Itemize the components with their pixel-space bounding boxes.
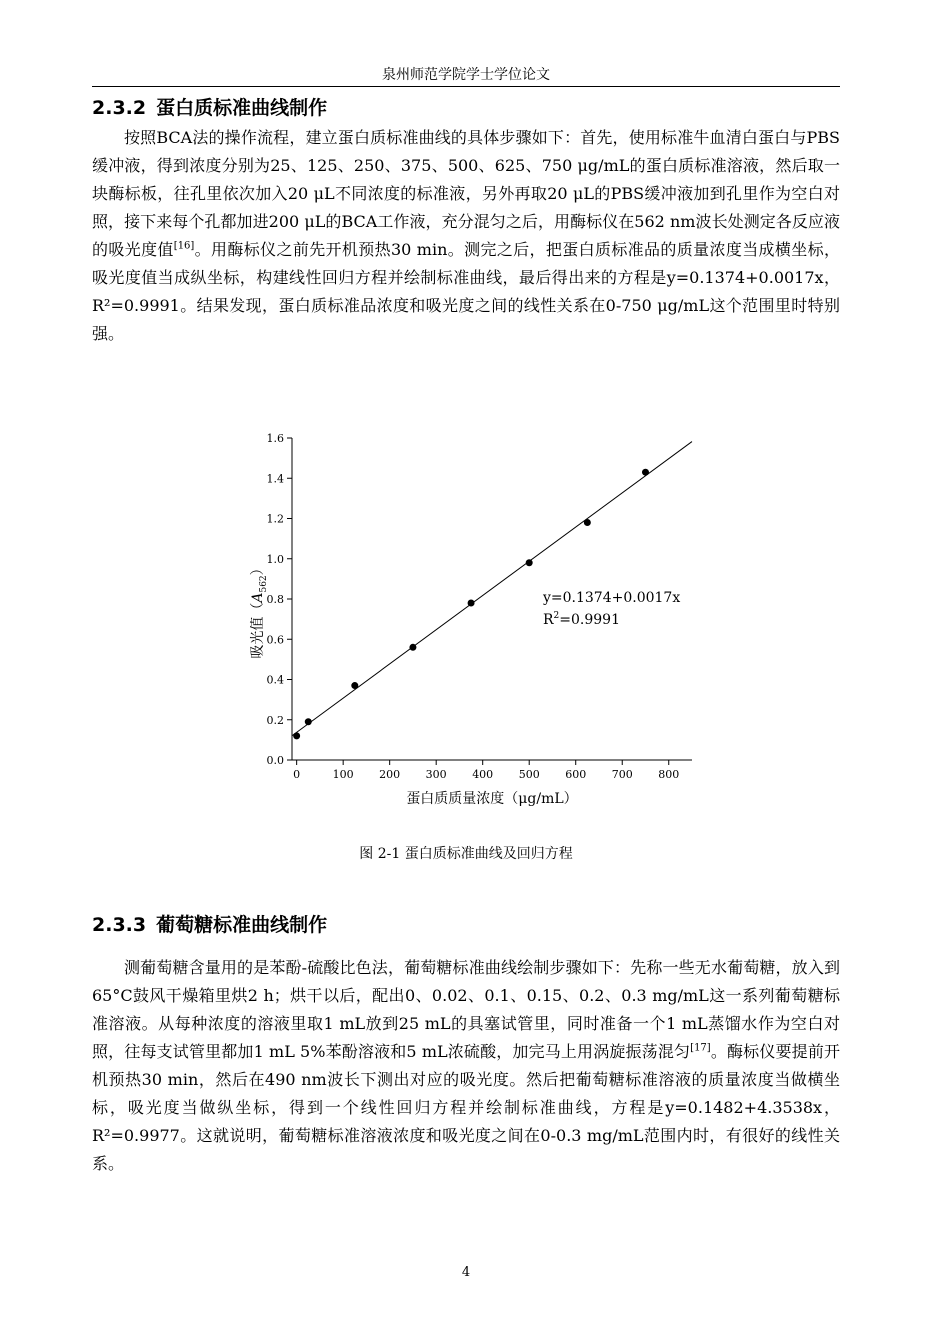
x-tick-label: 0 xyxy=(293,768,301,781)
x-tick-label: 800 xyxy=(658,768,680,781)
section-number: 2.3.2 xyxy=(92,97,147,119)
y-tick-label: 1.0 xyxy=(266,552,284,566)
section-heading-2-3-3 xyxy=(92,910,327,937)
figure-caption: 图 2-1 蛋白质标准曲线及回归方程 xyxy=(359,846,573,862)
x-tick-label: 700 xyxy=(611,768,633,781)
paragraph-glucose-method xyxy=(92,954,840,1178)
header-rule xyxy=(92,86,840,87)
regression-equation: y=0.1374+0.0017x xyxy=(543,590,681,606)
x-tick-label: 300 xyxy=(425,768,447,781)
y-tick-label: 0.4 xyxy=(266,673,284,687)
y-tick-label: 0.8 xyxy=(266,593,284,606)
data-point xyxy=(351,682,358,689)
data-point xyxy=(305,718,312,725)
x-tick-label: 200 xyxy=(379,768,401,781)
data-point xyxy=(584,519,591,526)
x-tick-label: 600 xyxy=(565,768,587,781)
y-tick-label: 1.6 xyxy=(266,432,284,445)
chart-axes xyxy=(267,432,693,781)
page-number: 4 xyxy=(461,1265,471,1280)
y-tick-label: 1.2 xyxy=(266,512,284,526)
paragraph-text: 。用酶标仪之前先开机预热30 min。测完之后，把蛋白质标准品的质量浓度当成横坐标，吸光度值当成纵坐标，构建线性回归方程并绘制标准曲线，最后得出来的方程是y=0.1374+0.0017x，R²=0.9991。结果发现，蛋白质标准品浓度和吸光度之间的线性关系在0-750 μg/mL这个范围里时特别强。 xyxy=(92,240,840,343)
regression-line xyxy=(292,442,692,736)
section-heading-2-3-2 xyxy=(92,93,327,120)
x-axis-label: 蛋白质质量浓度（μg/mL） xyxy=(406,791,578,807)
data-point xyxy=(468,600,475,607)
x-tick-label: 500 xyxy=(518,768,540,781)
citation-ref: [16] xyxy=(173,240,195,252)
data-point xyxy=(642,469,649,476)
data-point xyxy=(293,732,300,739)
r-squared-label: $R^2=0.9991$ xyxy=(543,611,620,628)
y-tick-label: 0.2 xyxy=(266,713,284,727)
y-tick-label: 0.0 xyxy=(266,754,284,767)
paragraph-text: 按照BCA法的操作流程，建立蛋白质标准曲线的具体步骤如下：首先，使用标准牛血清白蛋白与PBS缓冲液，得到浓度分别为25、125、250、375、500、625、750 μg/mL的蛋白质标准溶液，然后取一块酶标板，往孔里依次加入20 μL不同浓度的标准液，另外再取20 μL的PBS缓冲液加到孔里作为空白对照，接下来每个孔都加进200 μL的BCA工作液，充分混匀之后，用酶标仪在562 nm波长处测定各反应液的吸光度值 xyxy=(92,128,840,259)
x-tick-label: 400 xyxy=(472,768,494,781)
regression-line-group xyxy=(292,442,692,736)
figure-2-1 xyxy=(230,420,710,820)
y-axis-label: 吸光值$(A_{562})$ xyxy=(250,561,269,659)
running-header: 泉州师范学院学士学位论文 xyxy=(382,67,550,83)
protein-standard-curve-chart xyxy=(230,420,710,820)
section-title: 葡萄糖标准曲线制作 xyxy=(156,914,328,936)
paragraph-text: 。酶标仪要提前开机预热30 min，然后在490 nm波长下测出对应的吸光度。然后把葡萄糖标准溶液的质量浓度当做横坐标，吸光度当做纵坐标，得到一个线性回归方程并绘制标准曲线，方程是y=0.1482+4.3538x，R²=0.9977。这就说明，葡萄糖标准溶液浓度和吸光度之间在0-0.3 mg/mL范围内时，有很好的线性关系。 xyxy=(92,1042,840,1173)
x-tick-label: 100 xyxy=(332,768,354,781)
data-point xyxy=(409,644,416,651)
data-point xyxy=(526,559,533,566)
citation-ref: [17] xyxy=(690,1042,711,1054)
y-tick-label: 1.4 xyxy=(266,472,284,486)
paragraph-text: 测葡萄糖含量用的是苯酚-硫酸比色法，葡萄糖标准曲线绘制步骤如下：先称一些无水葡萄糖，放入到65°C鼓风干燥箱里烘2 h；烘干以后，配出0、0.02、0.1、0.15、0.2、0.3 mg/mL这一系列葡萄糖标准溶液。从每种浓度的溶液里取1 mL放到25 mL的具塞试管里，同时准备一个1 mL蒸馏水作为空白对照，往每支试管里都加1 mL 5%苯酚溶液和5 mL浓硫酸，加完马上用涡旋振荡混匀 xyxy=(92,958,840,1061)
paragraph-protein-method xyxy=(92,124,840,348)
y-tick-label: 0.6 xyxy=(266,633,284,647)
section-number: 2.3.3 xyxy=(92,914,147,936)
section-title: 蛋白质标准曲线制作 xyxy=(156,97,328,119)
